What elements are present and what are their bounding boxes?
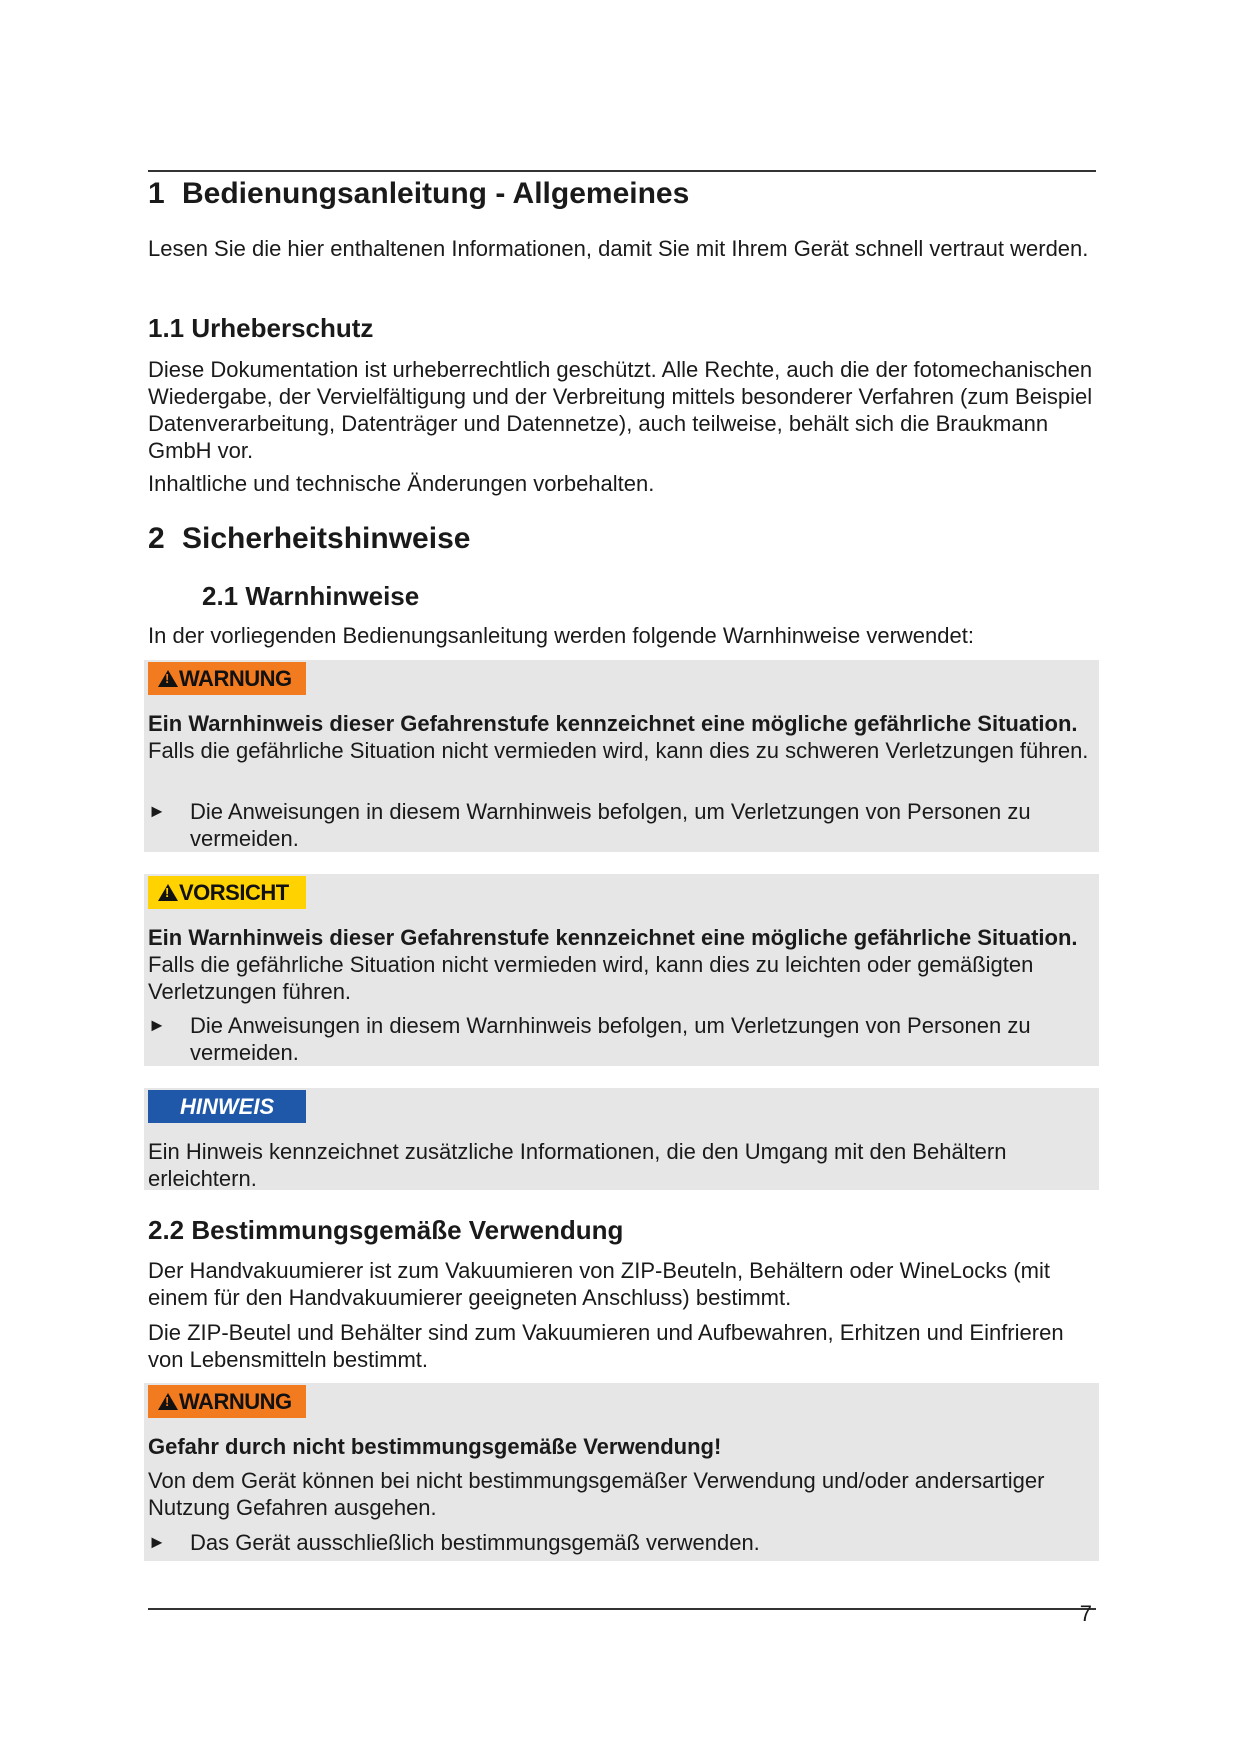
vorsicht-bullet <box>148 1012 1093 1066</box>
warnung2-badge <box>148 1385 306 1418</box>
vorsicht-bullet-text: Die Anweisungen in diesem Warnhinweis befolgen, um Verletzungen von Personen zu vermeiden. <box>190 1013 1031 1065</box>
bullet-arrow-icon: ► <box>148 1015 166 1035</box>
warnung2-text: Von dem Gerät können bei nicht bestimmungsgemäßer Verwendung und/oder andersartiger Nutzung Gefahren ausgehen. <box>148 1468 1045 1520</box>
section-1-1-para2: Inhaltliche und technische Änderungen vorbehalten. <box>148 471 655 496</box>
section-1-number: 1 <box>148 177 165 210</box>
section-1-1-para1: Diese Dokumentation ist urheberrechtlich geschützt. Alle Rechte, auch die der fotomechanischen Wiedergabe, der Vervielfältigung und der Verbreitung mittels besonderer Verfahren (zum Beispiel Datenverarbeitung, Datenträger und Datennetze), auch teilweise, behält sich die Braukmann GmbH vor. <box>148 357 1093 463</box>
warning-box-warnung-usage <box>144 1383 1099 1561</box>
warnung2-bold: Gefahr durch nicht bestimmungsgemäße Verwendung! <box>148 1434 722 1459</box>
warnung-description <box>148 710 1093 764</box>
warnung2-heading <box>148 1433 1093 1460</box>
vorsicht-text: Falls die gefährliche Situation nicht vermieden wird, kann dies zu leichten oder gemäßigten Verletzungen führen. <box>148 952 1034 1004</box>
section-2-number: 2 <box>148 522 165 555</box>
warnung-bold: Ein Warnhinweis dieser Gefahrenstufe kennzeichnet eine mögliche gefährliche Situation. <box>148 711 1078 736</box>
warnung-bullet-text: Die Anweisungen in diesem Warnhinweis befolgen, um Verletzungen von Personen zu vermeiden. <box>190 799 1031 851</box>
section-2-1-title: 2.1 Warnhinweise <box>202 581 420 611</box>
section-2-heading <box>148 521 470 557</box>
section-2-1-intro: In der vorliegenden Bedienungsanleitung werden folgende Warnhinweise verwendet: <box>148 623 974 648</box>
bullet-arrow-icon: ► <box>148 1532 166 1552</box>
warnung-bullet <box>148 798 1093 852</box>
warning-box-warnung <box>144 660 1099 852</box>
section-1-intro: Lesen Sie die hier enthaltenen Informationen, damit Sie mit Ihrem Gerät schnell vertraut werden. <box>148 236 1089 261</box>
section-2-2-para2: Die ZIP-Beutel und Behälter sind zum Vakuumieren und Aufbewahren, Erhitzen und Einfrieren von Lebensmitteln bestimmt. <box>148 1320 1064 1372</box>
section-2-title: Sicherheitshinweise <box>182 522 471 555</box>
header-rule <box>148 170 1096 172</box>
hinweis-label: HINWEIS <box>180 1094 275 1119</box>
warnung2-label: WARNUNG <box>179 1389 292 1414</box>
section-1-1-title: 1.1 Urheberschutz <box>148 313 374 343</box>
warnung2-bullet-text: Das Gerät ausschließlich bestimmungsgemäß verwenden. <box>190 1530 760 1555</box>
section-1-title: Bedienungsanleitung - Allgemeines <box>182 177 690 210</box>
vorsicht-badge <box>148 876 306 909</box>
vorsicht-description <box>148 924 1093 1005</box>
warnung-text: Falls die gefährliche Situation nicht vermieden wird, kann dies zu schweren Verletzungen führen. <box>148 738 1089 763</box>
warnung2-bullet <box>148 1529 1093 1556</box>
warnung-label: WARNUNG <box>179 666 292 691</box>
notice-box-hinweis <box>144 1088 1099 1190</box>
vorsicht-label: VORSICHT <box>179 880 289 905</box>
warning-box-vorsicht <box>144 874 1099 1066</box>
bullet-arrow-icon: ► <box>148 801 166 821</box>
section-2-2-para1: Der Handvakuumierer ist zum Vakuumieren von ZIP-Beuteln, Behältern oder WineLocks (mit einem für den Handvakuumierer geeigneten Anschluss) bestimmt. <box>148 1258 1050 1310</box>
hinweis-text: Ein Hinweis kennzeichnet zusätzliche Informationen, die den Umgang mit den Behältern erleichtern. <box>148 1139 1007 1191</box>
section-2-2-title: 2.2 Bestimmungsgemäße Verwendung <box>148 1215 624 1245</box>
warning-triangle-icon <box>158 1393 178 1410</box>
footer-rule <box>148 1608 1096 1610</box>
vorsicht-bold: Ein Warnhinweis dieser Gefahrenstufe kennzeichnet eine mögliche gefährliche Situation. <box>148 925 1078 950</box>
hinweis-badge <box>148 1090 306 1123</box>
warning-triangle-icon <box>158 884 178 901</box>
warnung-badge <box>148 662 306 695</box>
warning-triangle-icon <box>158 670 178 687</box>
page-number: 7 <box>1079 1601 1092 1626</box>
section-1-heading <box>148 176 689 212</box>
